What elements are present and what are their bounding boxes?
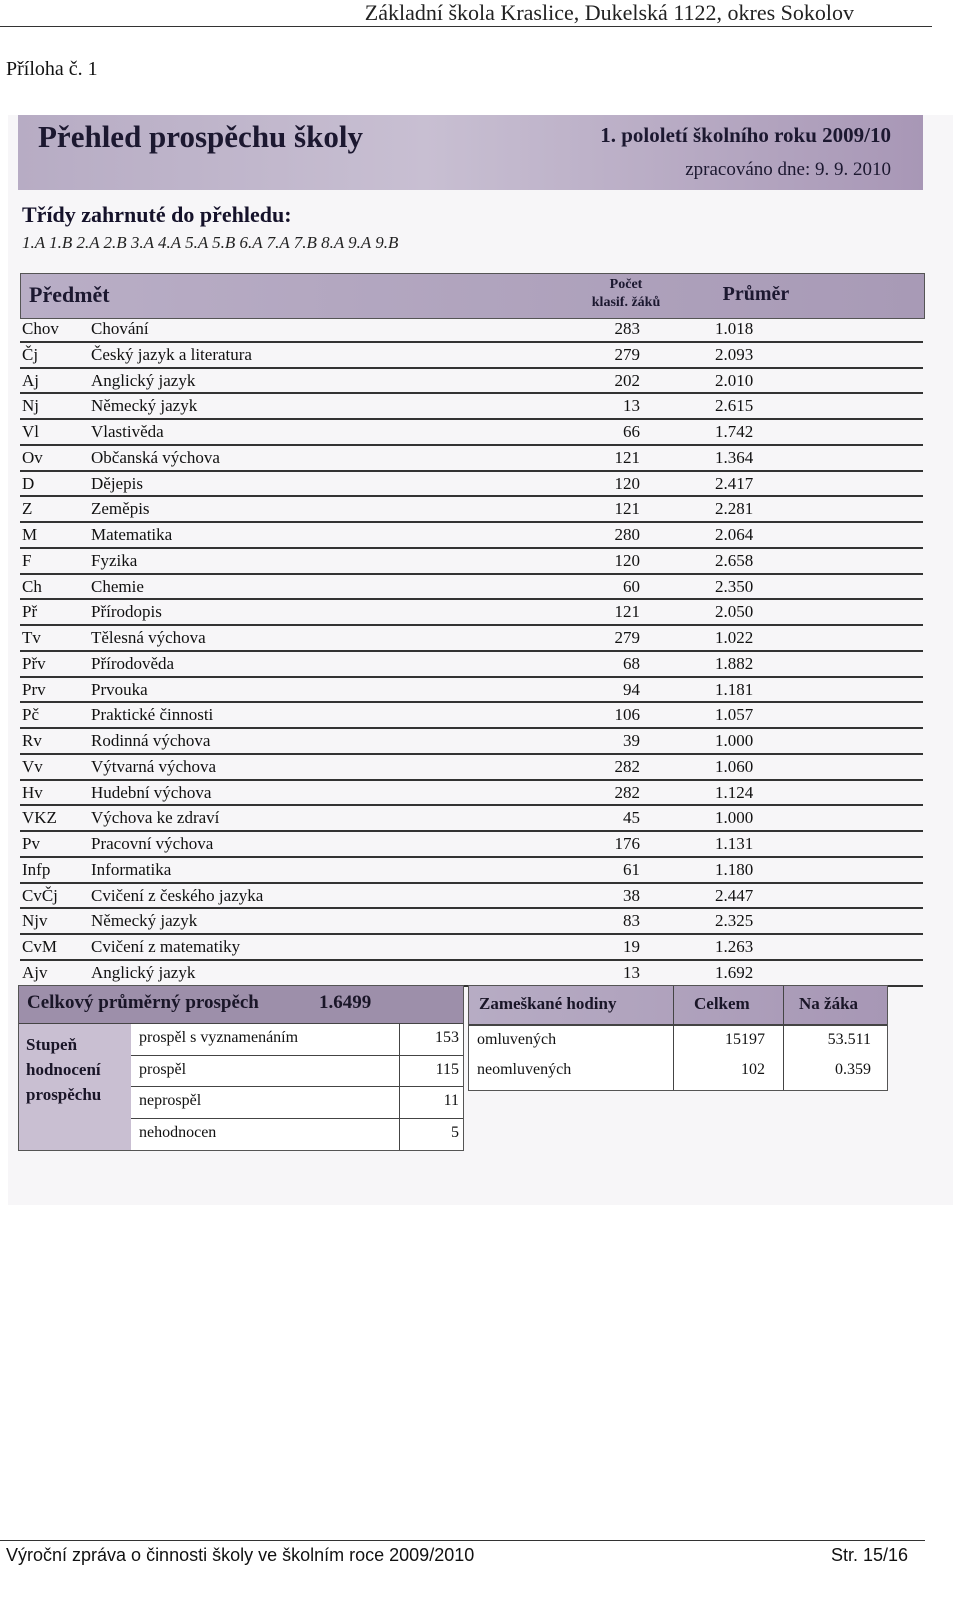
- grade-label-cell: prospěl s vyznamenáním: [139, 1029, 299, 1046]
- subject-abbr: Z: [22, 499, 33, 519]
- absence-row-per-pupil: 0.359: [835, 1061, 871, 1078]
- grade-count-cell: 5: [399, 1119, 463, 1151]
- absence-row-label: neomluvených: [477, 1061, 572, 1078]
- pupil-count: 60: [623, 576, 640, 596]
- pupil-count: 283: [614, 319, 640, 338]
- grade-row: [131, 1056, 463, 1088]
- scanned-report: [8, 115, 953, 1205]
- subject-abbr: Ajv: [22, 962, 48, 982]
- subject-abbr: CvČj: [22, 885, 58, 905]
- subject-name: Výchova ke zdraví: [91, 808, 220, 828]
- grade-label-line1: Stupeň: [26, 1035, 78, 1054]
- table-row: [20, 446, 923, 472]
- table-row: [20, 575, 923, 601]
- absence-header-label: Zameškané hodiny: [479, 994, 617, 1013]
- grade-count-cell: 153: [399, 1024, 463, 1055]
- subject-name: Chování: [91, 319, 149, 338]
- grade-label-text: [26, 1032, 101, 1107]
- subject-name: Prvouka: [91, 679, 148, 699]
- subject-average: 1.060: [715, 756, 754, 776]
- subject-name: Český jazyk a literatura: [91, 344, 252, 364]
- pupil-count: 19: [623, 937, 640, 956]
- table-row: [20, 549, 923, 575]
- pupil-count: 38: [623, 885, 640, 905]
- absence-row: [469, 1026, 887, 1058]
- subject-name: Informatika: [91, 859, 172, 879]
- table-row: [20, 884, 923, 910]
- grade-count-cell: 11: [399, 1087, 463, 1118]
- table-row: [20, 626, 923, 652]
- table-row: [20, 652, 923, 678]
- grade-row: [131, 1024, 463, 1056]
- subject-abbr: Aj: [22, 370, 39, 390]
- overall-summary: [18, 985, 464, 1151]
- subject-average: 2.350: [715, 576, 754, 596]
- pupil-count: 13: [623, 962, 640, 982]
- subject-abbr: Njv: [22, 911, 48, 931]
- school-name: Základní škola Kraslice, Dukelská 1122, okres Sokolov: [364, 0, 854, 25]
- subject-abbr: Chov: [22, 319, 59, 338]
- subject-average: 1.057: [715, 705, 754, 725]
- subject-average: 1.692: [715, 962, 754, 982]
- table-row: [20, 523, 923, 549]
- table-row: [20, 832, 923, 858]
- subject-name: Cvičení z českého jazyka: [91, 885, 264, 905]
- subject-name: Vlastivěda: [91, 422, 164, 441]
- subject-average: 1.364: [715, 447, 754, 467]
- subject-average: 1.181: [715, 679, 754, 699]
- absence-row-total: 15197: [725, 1031, 765, 1048]
- subject-average: 2.050: [715, 602, 754, 622]
- grade-label-line3: prospěchu: [26, 1085, 102, 1104]
- subject-abbr: CvM: [22, 937, 57, 956]
- subject-average: 2.281: [715, 499, 754, 519]
- subject-average: 2.658: [715, 550, 754, 570]
- processed-date: zpracováno dne: 9. 9. 2010: [685, 159, 891, 180]
- header-count: [576, 276, 676, 312]
- header-average: Průměr: [722, 283, 790, 305]
- subject-name: Pracovní výchova: [91, 834, 214, 853]
- absence-header: [469, 986, 887, 1026]
- subject-average: 2.010: [715, 370, 754, 390]
- absence-row-label: omluvených: [477, 1031, 557, 1048]
- pupil-count: 66: [623, 422, 640, 441]
- table-row: [20, 420, 923, 446]
- subject-abbr: VKZ: [22, 808, 57, 828]
- pupil-count: 279: [614, 344, 640, 364]
- pupil-count: 61: [623, 859, 640, 879]
- classes-heading: Třídy zahrnuté do přehledu:: [22, 202, 292, 227]
- subject-name: Německý jazyk: [91, 396, 198, 416]
- subject-name: Praktické činnosti: [91, 705, 214, 725]
- grade-row: [131, 1119, 463, 1151]
- header-count-line2: klasif. žáků: [591, 295, 661, 310]
- attachment-label: Příloha č. 1: [6, 58, 98, 80]
- table-row: [20, 317, 923, 343]
- footer-divider: [0, 1540, 925, 1541]
- pupil-count: 45: [623, 808, 640, 828]
- subject-average: 1.124: [715, 782, 754, 802]
- table-row: [20, 369, 923, 395]
- pupil-count: 39: [623, 731, 640, 750]
- subject-abbr: Hv: [22, 782, 43, 802]
- subject-average: 2.064: [715, 525, 754, 544]
- pupil-count: 68: [623, 653, 640, 673]
- subject-average: 1.131: [715, 834, 754, 853]
- table-row: [20, 678, 923, 704]
- subject-abbr: Ov: [22, 447, 43, 467]
- table-row: [20, 703, 923, 729]
- pupil-count: 121: [614, 447, 640, 467]
- subject-name: Tělesná výchova: [91, 628, 206, 647]
- subject-average: 1.742: [715, 422, 754, 441]
- report-banner: [18, 115, 923, 190]
- absence-header-total: Celkem: [694, 994, 750, 1013]
- subject-name: Německý jazyk: [91, 911, 198, 931]
- table-row: [20, 961, 923, 987]
- subject-average: 1.180: [715, 859, 754, 879]
- subject-name: Cvičení z matematiky: [91, 937, 241, 956]
- subject-average: 2.093: [715, 344, 754, 364]
- table-row: [20, 909, 923, 935]
- grade-label-cell: neprospěl: [139, 1092, 202, 1109]
- grade-label-line2: hodnocení: [26, 1060, 101, 1079]
- pupil-count: 94: [623, 679, 640, 699]
- subject-average: 2.615: [715, 396, 754, 416]
- pupil-count: 176: [614, 834, 640, 853]
- table-row: [20, 394, 923, 420]
- grade-table: [131, 1023, 463, 1150]
- subject-average: 1.263: [715, 937, 754, 956]
- subject-name: Přírodopis: [91, 602, 162, 622]
- header-count-line1: Počet: [609, 277, 643, 292]
- subject-average: 1.882: [715, 653, 754, 673]
- subject-abbr: M: [22, 525, 38, 544]
- pupil-count: 83: [623, 911, 640, 931]
- pupil-count: 121: [614, 499, 640, 519]
- subject-average: 1.022: [715, 628, 754, 647]
- absence-header-per-pupil: Na žáka: [799, 994, 859, 1013]
- report-title: Přehled prospěchu školy: [38, 119, 363, 154]
- subject-name: Dějepis: [91, 473, 143, 493]
- subject-average: 1.018: [715, 319, 754, 338]
- subject-abbr: Vv: [22, 756, 43, 776]
- pupil-count: 282: [614, 782, 640, 802]
- subject-abbr: Nj: [22, 396, 39, 416]
- absence-row-total: 102: [741, 1061, 765, 1078]
- subject-name: Občanská výchova: [91, 447, 220, 467]
- header-subject: Předmět: [29, 282, 110, 307]
- subject-name: Výtvarná výchova: [91, 756, 217, 776]
- footer-title: Výroční zpráva o činnosti školy ve školním roce 2009/2010: [6, 1545, 475, 1565]
- subject-abbr: Př: [22, 602, 38, 622]
- subject-abbr: Prv: [22, 679, 46, 699]
- page-header: [0, 0, 932, 27]
- table-row: [20, 935, 923, 961]
- subject-name: Zeměpis: [91, 499, 150, 519]
- table-row: [20, 858, 923, 884]
- pupil-count: 121: [614, 602, 640, 622]
- subject-name: Chemie: [91, 576, 144, 596]
- table-row: [20, 600, 923, 626]
- table-row: [20, 806, 923, 832]
- absence-row: [469, 1056, 887, 1088]
- grade-row: [131, 1087, 463, 1119]
- pupil-count: 120: [614, 473, 640, 493]
- grade-count-cell: 115: [399, 1056, 463, 1087]
- pupil-count: 279: [614, 628, 640, 647]
- table-row: [20, 343, 923, 369]
- subject-abbr: Přv: [22, 653, 46, 673]
- subject-abbr: Tv: [22, 628, 41, 647]
- subject-abbr: D: [22, 473, 35, 493]
- subject-abbr: Pv: [22, 834, 40, 853]
- absence-row-per-pupil: 53.511: [827, 1031, 871, 1048]
- subject-name: Přírodověda: [91, 653, 175, 673]
- subjects-table-header: [20, 273, 925, 319]
- subject-average: 2.325: [715, 911, 754, 931]
- page-number: Str. 15/16: [830, 1545, 908, 1565]
- subjects-table-body: [20, 317, 923, 987]
- pupil-count: 120: [614, 550, 640, 570]
- classes-list: 1.A 1.B 2.A 2.B 3.A 4.A 5.A 5.B 6.A 7.A 7.B 8.A 9.A 9.B: [22, 233, 399, 252]
- subject-abbr: Infp: [22, 859, 51, 879]
- summary-value: 1.6499: [319, 992, 372, 1013]
- subject-average: 1.000: [715, 731, 754, 750]
- grade-label: [19, 1023, 131, 1150]
- absence-table: [468, 985, 888, 1091]
- subject-abbr: F: [22, 550, 32, 570]
- pupil-count: 280: [614, 525, 640, 544]
- subject-name: Anglický jazyk: [91, 370, 196, 390]
- subject-name: Matematika: [91, 525, 173, 544]
- subject-average: 2.447: [715, 885, 754, 905]
- table-row: [20, 781, 923, 807]
- subject-average: 1.000: [715, 808, 754, 828]
- summary-title: Celkový průměrný prospěch: [27, 992, 259, 1013]
- table-row: [20, 472, 923, 498]
- subject-name: Anglický jazyk: [91, 962, 196, 982]
- table-row: [20, 729, 923, 755]
- subject-abbr: Rv: [22, 731, 42, 750]
- table-row: [20, 497, 923, 523]
- grade-label-cell: prospěl: [139, 1060, 187, 1078]
- grade-label-cell: nehodnocen: [139, 1123, 217, 1141]
- pupil-count: 282: [614, 756, 640, 776]
- pupil-count: 13: [623, 396, 640, 416]
- pupil-count: 106: [614, 705, 640, 725]
- pupil-count: 202: [614, 370, 640, 390]
- subject-name: Fyzika: [91, 550, 138, 570]
- subject-abbr: Pč: [22, 705, 39, 725]
- subject-name: Hudební výchova: [91, 782, 212, 802]
- table-row: [20, 755, 923, 781]
- subject-average: 2.417: [715, 473, 754, 493]
- report-period: 1. pololetí školního roku 2009/10: [600, 123, 891, 147]
- subject-abbr: Vl: [22, 422, 39, 441]
- subject-name: Rodinná výchova: [91, 731, 211, 750]
- subject-abbr: Ch: [22, 576, 42, 596]
- subject-abbr: Čj: [22, 344, 39, 364]
